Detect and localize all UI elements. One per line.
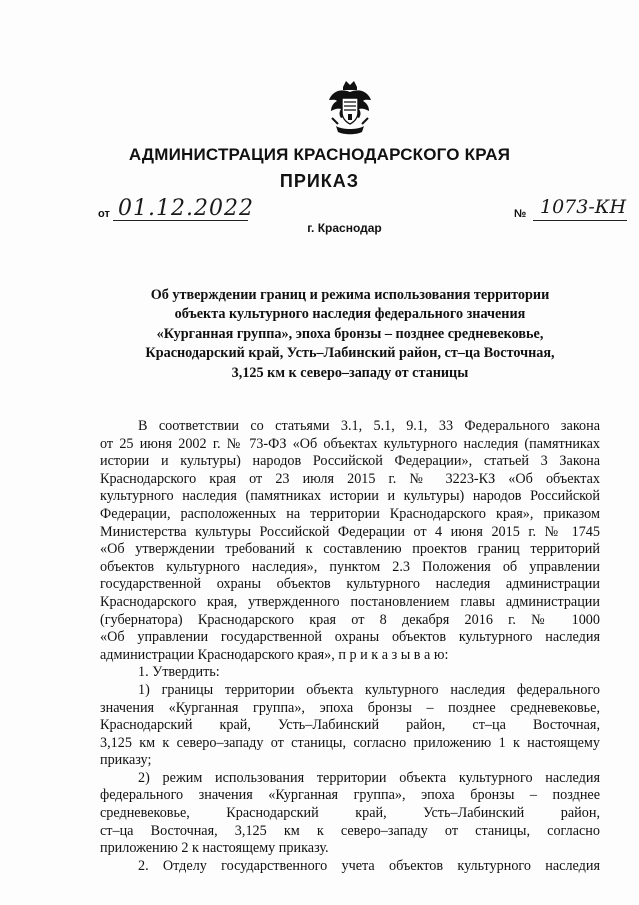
body-line: 1. Утвердить: [138, 664, 220, 681]
body-line: средневековье, Краснодарский край, Усть–Лабинский район, [100, 805, 600, 822]
order-body-text [100, 418, 600, 875]
handwritten-number: 1073-КН [540, 196, 627, 218]
body-line: «Об управлении государственной охраны объектов культурного наследия [100, 629, 600, 646]
body-line: Министерства культуры Российской Федерации от 4 июня 2015 г. № 1745 [100, 523, 600, 540]
body-line: 3,125 км к северо–западу от станицы, согласно приложению 1 к настоящему [100, 734, 600, 751]
body-line: «Об утверждении требований к составлению проектов границ территорий [100, 541, 600, 558]
title-line: Об утверждении границ и режима использования территории [150, 287, 550, 303]
body-line: приложению 2 к настоящему приказу. [100, 840, 329, 857]
body-line: (губернатора) Краснодарского края от 8 декабря 2016 г. № 1000 [100, 611, 600, 628]
body-line: 1) границы территории объекта культурного наследия федерального [138, 681, 600, 698]
number-label: № [514, 208, 527, 220]
body-line: ст–ца Восточная, 3,125 км к северо–западу от станицы, согласно [100, 822, 600, 839]
body-line: объектов культурного наследия», пунктом 2.3 Положения об управлении [100, 558, 600, 575]
title-line: Краснодарский край, Усть–Лабинский район, ст–ца Восточная, [145, 345, 555, 362]
title-line: объекта культурного наследия федерального значения [174, 306, 526, 323]
body-line: истории и культуры) народов Российской Федерации», статьей 3 Закона [100, 453, 600, 470]
coat-of-arms-emblem [326, 78, 374, 136]
body-line: 2) режим использования территории объекта культурного наследия [138, 769, 600, 786]
body-line: от 25 июня 2002 г. № 73-ФЗ «Об объектах культурного наследия (памятниках [100, 435, 600, 452]
body-line: 2. Отделу государственного учета объектов культурного наследия [138, 857, 600, 874]
order-title [100, 286, 600, 383]
document-type-title: ПРИКАЗ [279, 171, 360, 191]
body-line: государственной охраны объектов культурного наследия администрации [100, 576, 600, 593]
city-name: г. Краснодар [307, 221, 382, 235]
body-line: Краснодарского края, утвержденного постановлением главы администрации [100, 593, 600, 610]
body-line: администрации Краснодарского края», п р и к а з ы в а ю: [100, 646, 449, 663]
body-line: культурного наследия (памятниках истории и культуры) народов Российской [100, 488, 600, 505]
organization-name: АДМИНИСТРАЦИЯ КРАСНОДАРСКОГО КРАЯ [128, 145, 511, 164]
title-line: 3,125 км к северо–западу от станицы [231, 364, 469, 381]
body-line: Краснодарский край, Усть–Лабинский район, ст–ца Восточная, [100, 717, 600, 734]
body-line: Федерации, расположенных на территории Краснодарского края», приказом [100, 505, 600, 522]
title-line: «Курганная группа», эпоха бронзы – позднее средневековье, [156, 325, 544, 342]
body-line: значения «Курганная группа», эпоха бронзы – позднее средневековье, [100, 699, 600, 716]
body-line: федерального значения «Курганная группа», эпоха бронзы – позднее [100, 787, 600, 804]
body-line: приказу; [100, 752, 152, 769]
body-line: В соответствии со статьями 3.1, 5.1, 9.1, 33 Федерального закона [138, 418, 600, 434]
date-label: от [98, 208, 110, 220]
handwritten-date: 01.12.2022 [118, 196, 254, 221]
body-line: Краснодарского края от 23 июля 2015 г. № 3223-КЗ «Об объектах [100, 470, 600, 487]
